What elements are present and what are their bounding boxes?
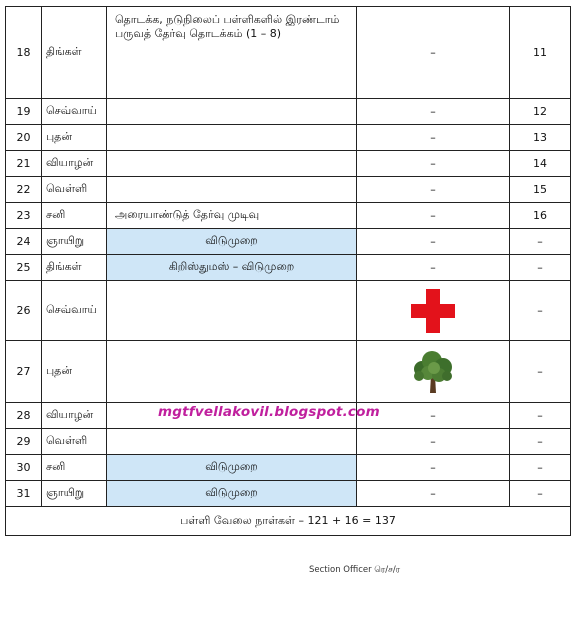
calendar-table xyxy=(5,6,571,536)
date-cell: 23 xyxy=(6,203,42,229)
day-cell: புதன் xyxy=(42,341,107,403)
table-row xyxy=(6,481,571,507)
working-day-count-cell: – xyxy=(510,403,571,429)
working-day-count-cell: – xyxy=(510,481,571,507)
event-cell xyxy=(107,341,357,403)
event-cell xyxy=(107,281,357,341)
mark-cell xyxy=(357,341,510,403)
working-day-count-cell: – xyxy=(510,455,571,481)
day-cell: வியாழன் xyxy=(42,403,107,429)
date-cell: 22 xyxy=(6,177,42,203)
holiday-cell: விடுமுறை xyxy=(107,481,357,507)
day-cell: வெள்ளி xyxy=(42,429,107,455)
table-row xyxy=(6,151,571,177)
event-cell xyxy=(107,429,357,455)
mark-cell: – xyxy=(357,151,510,177)
working-day-count-cell: – xyxy=(510,341,571,403)
date-cell: 25 xyxy=(6,255,42,281)
holiday-cell: விடுமுறை xyxy=(107,455,357,481)
mark-cell: – xyxy=(357,125,510,151)
date-cell: 20 xyxy=(6,125,42,151)
event-cell: தொடக்க, நடுநிலைப் பள்ளிகளில் இரண்டாம் பருவத் தேர்வு தொடக்கம் (1 – 8) xyxy=(107,7,357,99)
working-day-count-cell: – xyxy=(510,429,571,455)
table-row xyxy=(6,203,571,229)
working-day-count-cell: 16 xyxy=(510,203,571,229)
summary-row xyxy=(6,507,571,536)
day-cell: வியாழன் xyxy=(42,151,107,177)
table-row xyxy=(6,455,571,481)
table-row xyxy=(6,255,571,281)
holiday-cell: விடுமுறை xyxy=(107,229,357,255)
date-cell: 21 xyxy=(6,151,42,177)
date-cell: 24 xyxy=(6,229,42,255)
working-day-count-cell: 14 xyxy=(510,151,571,177)
day-cell: வெள்ளி xyxy=(42,177,107,203)
working-day-count-cell: – xyxy=(510,229,571,255)
table-row xyxy=(6,7,571,99)
day-cell: புதன் xyxy=(42,125,107,151)
red-cross-icon xyxy=(411,289,455,333)
table-row xyxy=(6,99,571,125)
table-row xyxy=(6,125,571,151)
working-days-summary: பள்ளி வேலை நாள்கள் – 121 + 16 = 137 xyxy=(6,507,571,536)
mark-cell: – xyxy=(357,203,510,229)
table-row xyxy=(6,429,571,455)
working-day-count-cell: 11 xyxy=(510,7,571,99)
working-day-count-cell: 15 xyxy=(510,177,571,203)
event-cell: அரையாண்டுத் தேர்வு முடிவு xyxy=(107,203,357,229)
working-day-count-cell: 12 xyxy=(510,99,571,125)
day-cell: செவ்வாய் xyxy=(42,281,107,341)
event-cell xyxy=(107,177,357,203)
date-cell: 28 xyxy=(6,403,42,429)
day-cell: சனி xyxy=(42,203,107,229)
day-cell: ஞாயிறு xyxy=(42,229,107,255)
blog-watermark: mgtfvellakovil.blogspot.com xyxy=(158,404,380,420)
working-day-count-cell: – xyxy=(510,281,571,341)
table-row xyxy=(6,229,571,255)
day-cell: ஞாயிறு xyxy=(42,481,107,507)
table-row xyxy=(6,281,571,341)
day-cell: செவ்வாய் xyxy=(42,99,107,125)
mark-cell: – xyxy=(357,229,510,255)
mark-cell xyxy=(357,281,510,341)
day-cell: சனி xyxy=(42,455,107,481)
event-cell xyxy=(107,125,357,151)
event-cell xyxy=(107,151,357,177)
section-officer-signature: Section Officer ரெ/ச/ர xyxy=(309,565,401,575)
mark-cell: – xyxy=(357,455,510,481)
date-cell: 19 xyxy=(6,99,42,125)
mark-cell: – xyxy=(357,7,510,99)
table-row xyxy=(6,177,571,203)
day-cell: திங்கள் xyxy=(42,255,107,281)
date-cell: 29 xyxy=(6,429,42,455)
mark-cell: – xyxy=(357,99,510,125)
mark-cell: – xyxy=(357,429,510,455)
date-cell: 31 xyxy=(6,481,42,507)
mark-cell: – xyxy=(357,481,510,507)
mark-cell: – xyxy=(357,403,510,429)
working-day-count-cell: 13 xyxy=(510,125,571,151)
mark-cell: – xyxy=(357,177,510,203)
working-day-count-cell: – xyxy=(510,255,571,281)
mark-cell: – xyxy=(357,255,510,281)
date-cell: 30 xyxy=(6,455,42,481)
date-cell: 27 xyxy=(6,341,42,403)
date-cell: 26 xyxy=(6,281,42,341)
table-row xyxy=(6,341,571,403)
day-cell: திங்கள் xyxy=(42,7,107,99)
holiday-cell: கிறிஸ்துமஸ் – விடுமுறை xyxy=(107,255,357,281)
tree-icon xyxy=(410,349,456,395)
date-cell: 18 xyxy=(6,7,42,99)
event-cell xyxy=(107,99,357,125)
